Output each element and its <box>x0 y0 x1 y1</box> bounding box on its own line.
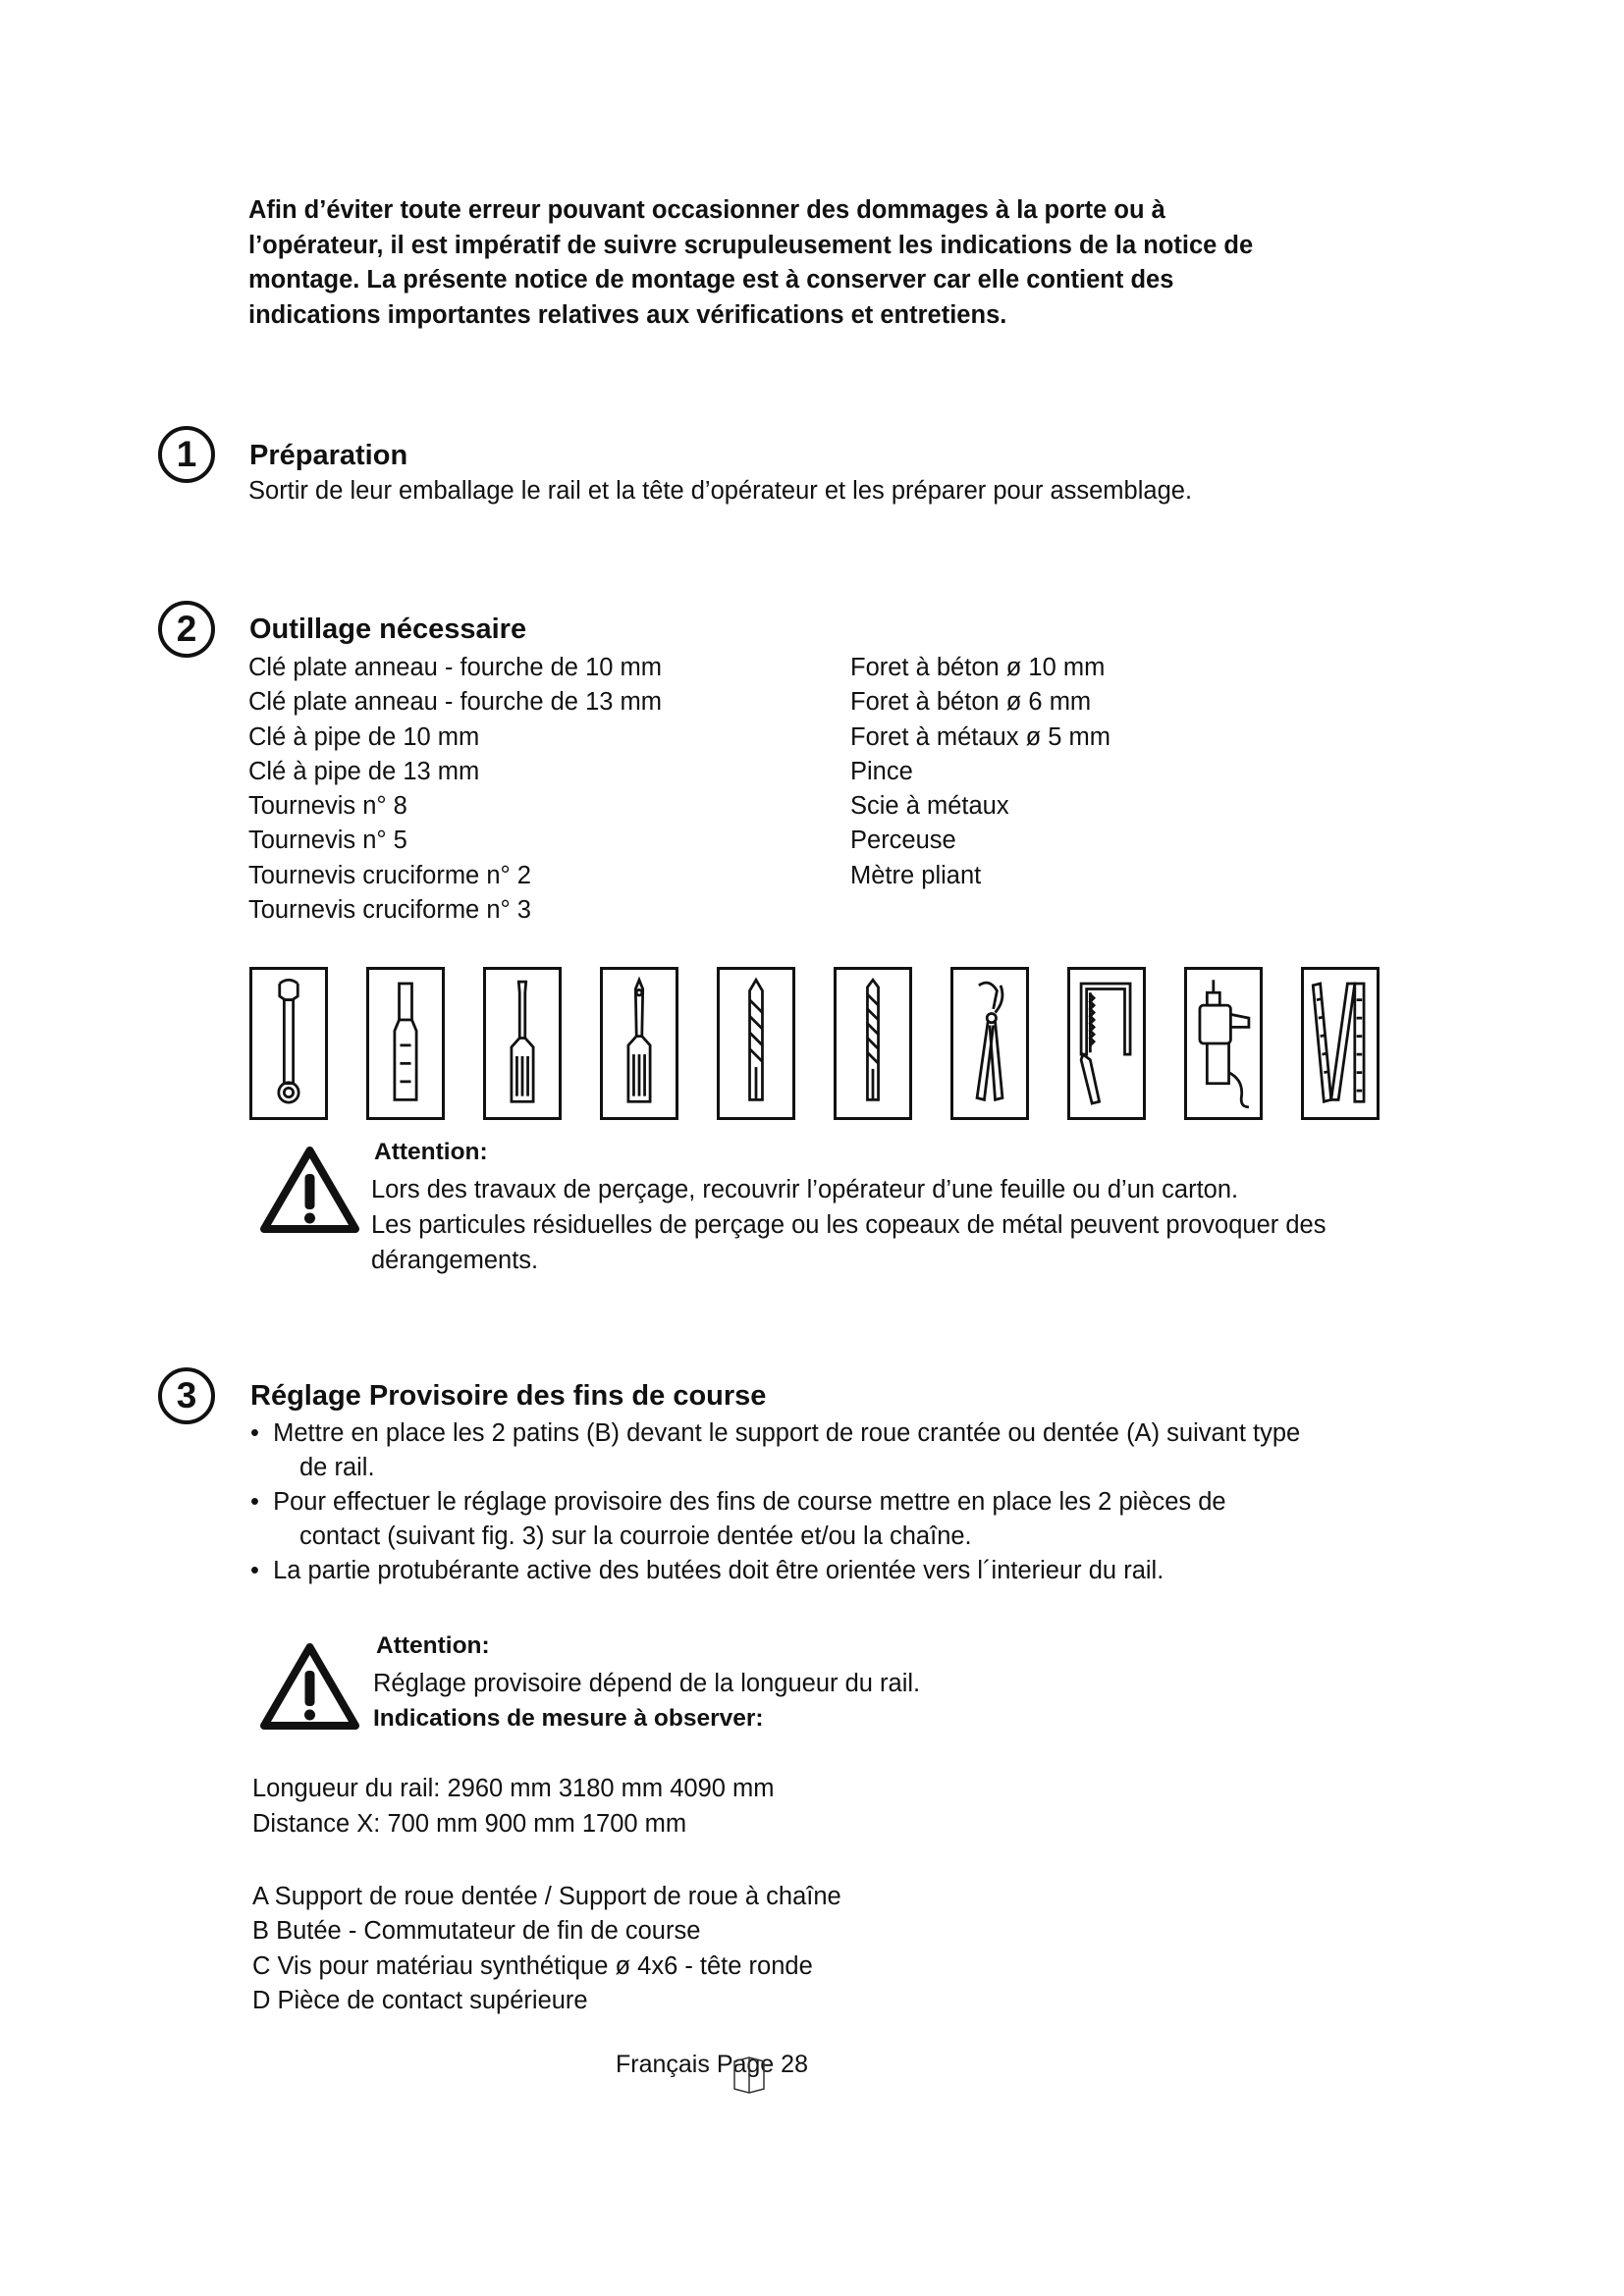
list-item: Pince <box>850 757 913 785</box>
warning-title: Attention: <box>376 1632 490 1659</box>
bullet-list <box>250 1416 1300 1588</box>
list-item: Clé plate anneau - fourche de 10 mm <box>248 654 662 681</box>
socket-wrench-icon <box>366 967 445 1120</box>
pliers-icon <box>950 967 1029 1120</box>
section-3-number: 3 <box>158 1367 215 1424</box>
parts-legend <box>252 1880 841 2018</box>
intro-paragraph <box>248 193 1387 333</box>
warning-line: Réglage provisoire dépend de la longueur du rail. <box>373 1670 921 1697</box>
list-item: Foret à béton ø 10 mm <box>850 654 1106 681</box>
list-item: Foret à métaux ø 5 mm <box>850 722 1110 751</box>
metal-drill-bit-icon <box>834 967 912 1120</box>
list-item: Scie à métaux <box>850 792 1009 821</box>
section-1-number: 1 <box>158 426 215 483</box>
intro-line: montage. La présente notice de montage est à conserver car elle contient des <box>248 266 1174 294</box>
legend-item: A Support de roue dentée / Support de roue à chaîne <box>252 1883 841 1910</box>
warning-line: dérangements. <box>371 1247 539 1274</box>
bullet-item: • La partie protubérante active des butées doit être orientée vers l´interieur du rail. <box>250 1557 1164 1584</box>
measure-distance-x: Distance X: 700 mm 900 mm 1700 mm <box>252 1810 687 1838</box>
warning-line: Les particules résiduelles de perçage ou les copeaux de métal peuvent provoquer des <box>371 1211 1326 1239</box>
section-2-number: 2 <box>158 601 215 658</box>
section-1-text: Sortir de leur emballage le rail et la tête d’opérateur et les préparer pour assemblage. <box>248 477 1193 505</box>
legend-item: C Vis pour matériau synthétique ø 4x6 - tête ronde <box>252 1951 813 1980</box>
intro-line: l’opérateur, il est impératif de suivre scrupuleusement les indications de la notice de <box>248 231 1254 259</box>
list-item: Foret à béton ø 6 mm <box>850 688 1092 717</box>
power-drill-icon <box>1184 967 1263 1120</box>
hacksaw-icon <box>1067 967 1146 1120</box>
list-item: Clé à pipe de 10 mm <box>248 722 480 751</box>
book-icon <box>731 2054 768 2095</box>
measure-rail-length: Longueur du rail: 2960 mm 3180 mm 4090 mm <box>252 1775 775 1802</box>
warning-bold-line: Indications de mesure à observer: <box>373 1705 764 1732</box>
list-item: Perceuse <box>850 827 956 855</box>
page-footer <box>616 2051 808 2079</box>
warning-title: Attention: <box>374 1139 488 1165</box>
warning-line: Lors des travaux de perçage, recouvrir l’opérateur d’une feuille ou d’un carton. <box>371 1176 1239 1203</box>
footer-page-label: Page <box>716 2051 775 2078</box>
warning-triangle-icon <box>259 1145 360 1235</box>
footer-language: Français <box>616 2051 710 2078</box>
legend-item: D Pièce de contact supérieure <box>252 1986 588 2014</box>
section-1-title: Préparation <box>249 440 408 471</box>
legend-item: B Butée - Commutateur de fin de course <box>252 1917 701 1946</box>
bullet-continuation: contact (suivant fig. 3) sur la courroie dentée et/ou la chaîne. <box>299 1522 972 1550</box>
list-item: Tournevis n° 8 <box>248 792 407 821</box>
intro-line: Afin d’éviter toute erreur pouvant occasionner des dommages à la porte ou à <box>248 196 1165 224</box>
section-3-title: Réglage Provisoire des fins de course <box>250 1380 767 1412</box>
bullet-item: • Mettre en place les 2 patins (B) devant le support de roue crantée ou dentée (A) suivant type <box>250 1419 1301 1447</box>
footer-page-number: 28 <box>781 2051 808 2078</box>
section-2-title: Outillage nécessaire <box>249 614 527 645</box>
bullet-continuation: de rail. <box>299 1454 375 1481</box>
folding-rule-icon <box>1301 967 1380 1120</box>
intro-line: indications importantes relatives aux vérifications et entretiens. <box>248 300 1007 329</box>
tools-list-left <box>248 651 662 928</box>
list-item: Tournevis n° 5 <box>248 827 407 855</box>
list-item: Clé à pipe de 13 mm <box>248 757 480 785</box>
concrete-drill-bit-icon <box>717 967 795 1120</box>
list-item: Tournevis cruciforme n° 3 <box>248 896 531 925</box>
list-item: Mètre pliant <box>850 861 982 889</box>
bullet-item: • Pour effectuer le réglage provisoire des fins de course mettre en place les 2 pièces de <box>250 1488 1226 1516</box>
flat-screwdriver-icon <box>483 967 562 1120</box>
wrench-icon <box>249 967 328 1120</box>
list-item: Clé plate anneau - fourche de 13 mm <box>248 688 662 717</box>
phillips-screwdriver-icon <box>600 967 678 1120</box>
list-item: Tournevis cruciforme n° 2 <box>248 861 531 889</box>
warning-triangle-icon <box>259 1641 360 1732</box>
tools-list-right <box>850 651 1110 893</box>
